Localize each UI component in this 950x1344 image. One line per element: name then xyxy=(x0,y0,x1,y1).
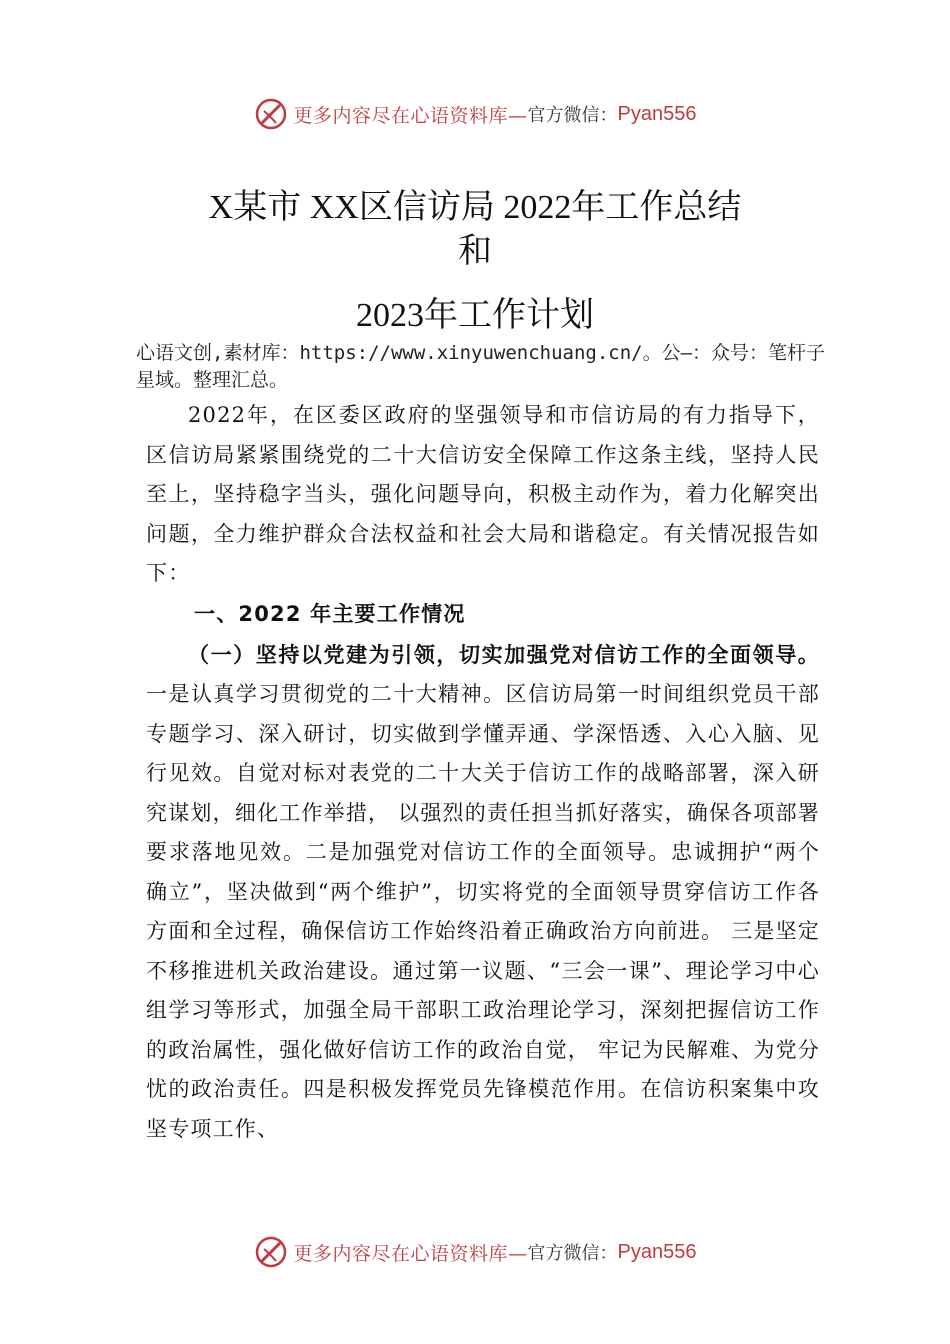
sub-heading: （一）坚持以党建为引领，切实加强党对信访工作的全面领导。 xyxy=(188,641,820,667)
section-paragraph xyxy=(146,635,820,1150)
pen-logo-icon xyxy=(254,97,288,131)
banner-wechat-id: Pyan556 xyxy=(617,102,697,125)
banner-wechat-label: 官方微信： xyxy=(527,105,618,126)
intro-paragraph: 2022年，在区委区政府的坚强领导和市信访局的有力指导下，区信访局紧紧围绕党的二十大信访安全保障工作这条主线，坚持人民至上，坚持稳字当头，强化问题导向，积极主动作为，着力化解突出问题，全力维护群众合法权益和社会大局和谐稳定。有关情况报告如下： xyxy=(146,403,820,585)
sub-body: 一是认真学习贯彻党的二十大精神。区信访局第一时间组织党员干部专题学习、深入研讨，切实做到学懂弄通、学深悟透、入心入脑、见行见效。自觉对标对表党的二十大关于信访工作的战略部署，深入研究谋划，细化工作举措， 以强烈的责任担当抓好落实，确保各项部署要求落地见效。二是加强党对信访工作的全面领导。忠诚拥护“两个确立”，坚决做到“两个维护”，切实将党的全面领导贯穿信访工作各方面和全过程，确保信访工作始终沿着正确政治方向前进。 三是坚定不移推进机关政治建设。通过第一议题、“三会一课”、理论学习中心组学习等形式，加强全局干部职工政治理论学习，深刻把握信访工作的政治属性，强化做好信访工作的政治自觉， 牢记为民解难、为党分忧的政治责任。四是积极发挥党员先锋模范作用。在信访积案集中攻坚专项工作、 xyxy=(146,682,820,1141)
section-heading: 一、2022 年主要工作情况 xyxy=(194,601,466,626)
banner-wechat-label: 官方微信： xyxy=(527,1243,618,1264)
document-title-line1: X某市 XX区信访局 2022年工作总结 xyxy=(208,189,742,226)
banner-text: 更多内容尽在心语资料库— xyxy=(293,104,528,127)
banner-text: 更多内容尽在心语资料库— xyxy=(293,1242,528,1265)
source-note: 心语文创,素材库：https://www.xinyuwenchuang.cn/。公—：众号：笔杆子星域。整理汇总。 xyxy=(136,342,826,391)
footer-banner xyxy=(0,1232,950,1272)
pen-logo-icon xyxy=(254,1235,288,1269)
document-title-line2: 和 xyxy=(458,233,492,270)
document-title-line3: 2023年工作计划 xyxy=(356,297,594,334)
header-banner xyxy=(0,94,950,134)
banner-wechat-id: Pyan556 xyxy=(617,1240,697,1263)
document-body xyxy=(146,396,820,1149)
